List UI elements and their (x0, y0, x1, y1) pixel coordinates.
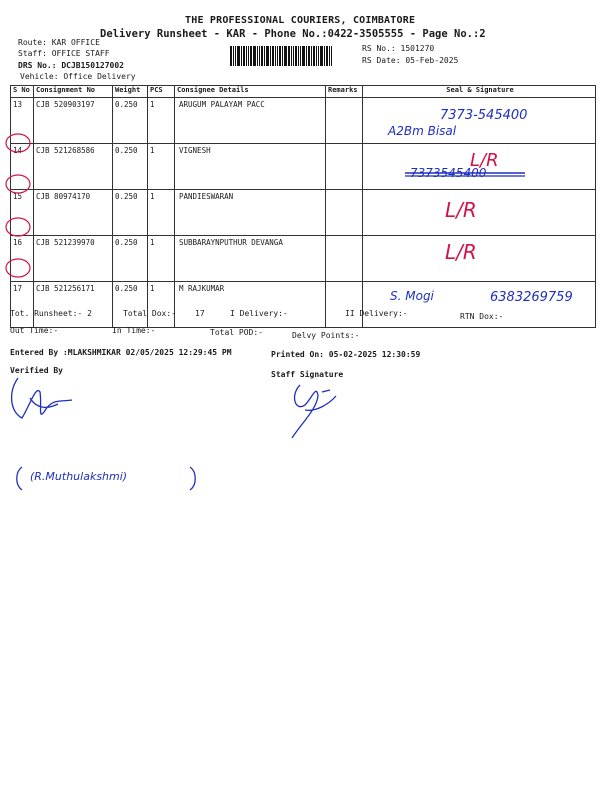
col-signature: Seal & Signature (363, 86, 596, 98)
row17-phone: 6383269759 (490, 290, 573, 305)
row14-struck: 7373545400 (410, 166, 487, 180)
row16-mark: L/R (445, 240, 477, 264)
circle-mark (6, 218, 30, 236)
total-pod: Total POD:- (210, 328, 263, 337)
cell-sno: 14 (11, 144, 34, 190)
drs-number: DRS No.: DCJB150127002 (18, 61, 124, 70)
cell-weight: 0.250 (113, 190, 148, 236)
cell-consignment: CJB 521268586 (34, 144, 113, 190)
cell-consignment: CJB 520903197 (34, 98, 113, 144)
bottom-name: (R.Muthulakshmi) (30, 470, 128, 483)
col-weight: Weight (113, 86, 148, 98)
staff-signature-mark (292, 385, 336, 438)
cell-pcs: 1 (148, 236, 175, 282)
runsheet-title: Delivery Runsheet - KAR - Phone No.:0422-3505555 - Page No.:2 (100, 28, 486, 40)
ii-delivery: II Delivery:- (345, 309, 408, 318)
cell-pcs: 1 (148, 190, 175, 236)
entered-by: Entered By :MLAKSHMIKAR 02/05/2025 12:29:45 PM (10, 348, 232, 357)
rtn-dox: RTN Dox:- (460, 312, 504, 321)
circle-mark (6, 134, 30, 152)
cell-sno: 13 (11, 98, 34, 144)
circle-mark (6, 175, 30, 193)
cell-consignment: CJB 521239970 (34, 236, 113, 282)
cell-consignment: CJB 80974170 (34, 190, 113, 236)
row15-mark: L/R (445, 198, 477, 222)
delvy-points: Delvy Points:- (292, 331, 360, 340)
rs-date: RS Date: 05-Feb-2025 (362, 56, 459, 65)
total-dox-value: 17 (195, 309, 205, 318)
staff-label: Staff: OFFICE STAFF (18, 49, 110, 58)
out-time: Out Time:- (10, 326, 59, 335)
col-consignee: Consignee Details (175, 86, 326, 98)
cell-consignment: CJB 521256171 (34, 282, 113, 328)
col-remarks: Remarks (326, 86, 363, 98)
row17-name: S. Mogi (390, 289, 434, 303)
circle-mark (6, 259, 30, 277)
verified-signature (12, 378, 72, 418)
cell-pcs: 1 (148, 144, 175, 190)
col-pcs: PCS (148, 86, 175, 98)
total-dox-label: Total Dox:- (123, 309, 176, 318)
i-delivery: I Delivery:- (230, 309, 288, 318)
vehicle-label: Vehicle: Office Delivery (20, 72, 136, 81)
row13-name: A2Bm Bisal (388, 124, 457, 138)
cell-weight: 0.250 (113, 144, 148, 190)
cell-weight: 0.250 (113, 282, 148, 328)
cell-weight: 0.250 (113, 236, 148, 282)
cell-consignee: ARUGUM PALAYAM PACC (175, 98, 326, 144)
cell-consignee: PANDIESWARAN (175, 190, 326, 236)
cell-consignee: M RAJKUMAR (175, 282, 326, 328)
cell-weight: 0.250 (113, 98, 148, 144)
cell-sno: 15 (11, 190, 34, 236)
row13-phone: 7373-545400 (440, 108, 528, 123)
cell-pcs: 1 (148, 98, 175, 144)
verified-by-label: Verified By (10, 366, 63, 375)
cell-sno: 16 (11, 236, 34, 282)
cell-consignee: SUBBARAYNPUTHUR DEVANGA (175, 236, 326, 282)
printed-on: Printed On: 05-02-2025 12:30:59 (271, 350, 421, 359)
cell-consignee: VIGNESH (175, 144, 326, 190)
col-consignment: Consignment No (34, 86, 113, 98)
col-sno: S No (11, 86, 34, 98)
staff-signature-label: Staff Signature (271, 370, 344, 379)
rs-number: RS No.: 1501270 (362, 44, 435, 53)
tot-runsheet: Tot. Runsheet:- 2 (10, 309, 92, 318)
route-label: Route: KAR OFFICE (18, 38, 100, 47)
row14-mark: L/R (470, 150, 499, 171)
company-title: THE PROFESSIONAL COURIERS, COIMBATORE (185, 15, 416, 26)
cell-pcs: 1 (148, 282, 175, 328)
in-time: In Time:- (112, 326, 156, 335)
cell-sno: 17 (11, 282, 34, 328)
